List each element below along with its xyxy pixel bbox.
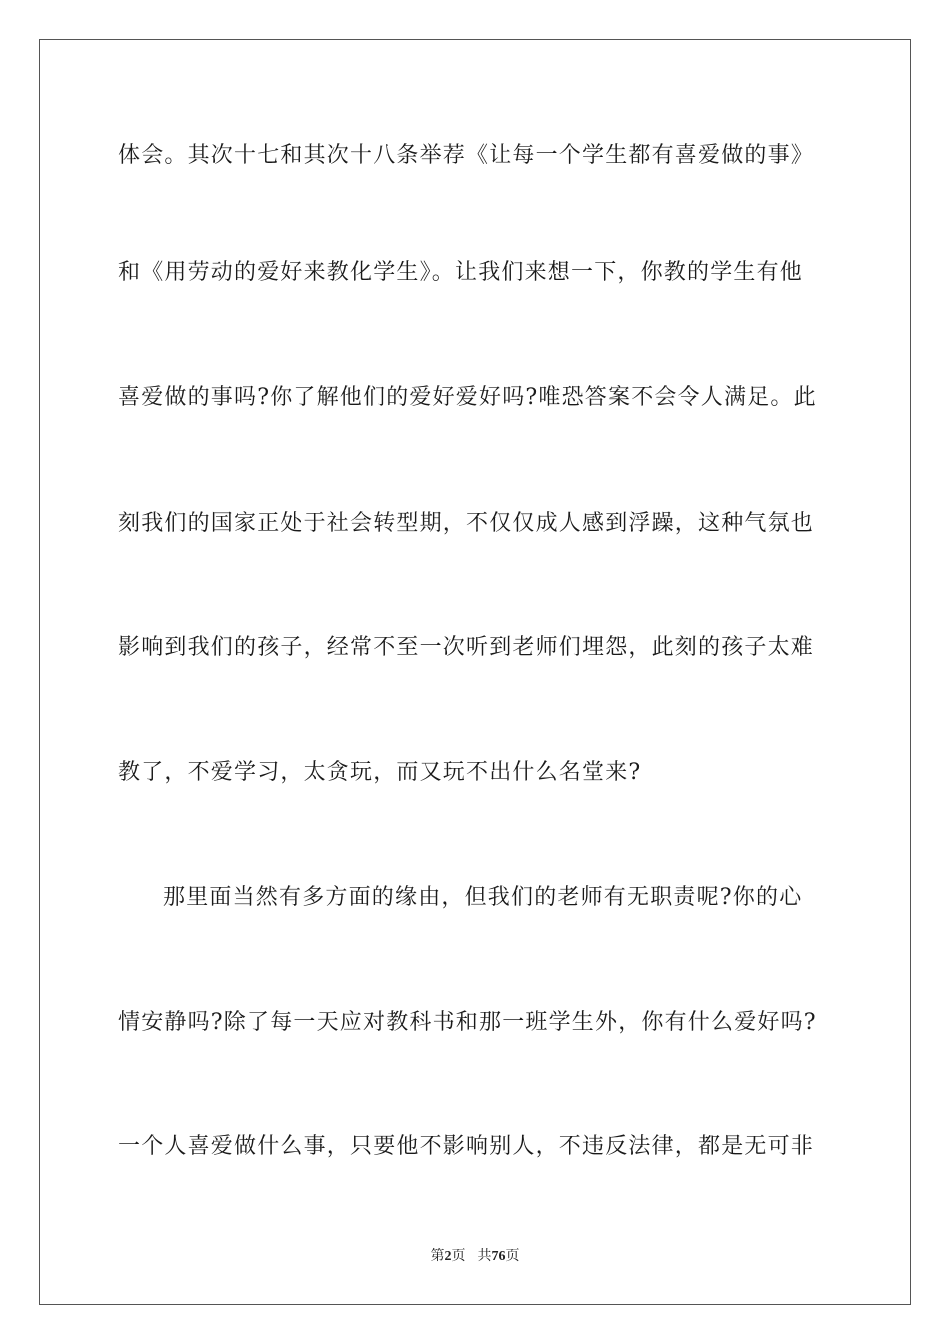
text-line-2: 和《用劳动的爱好来教化学生》。让我们来想一下，你教的学生有他 [118,260,804,285]
text-line-7-paragraph-start: 那里面当然有多方面的缘由，但我们的老师有无职责呢?你的心 [163,885,803,910]
text-line-9: 一个人喜爱做什么事，只要他不影响别人，不违反法律，都是无可非 [118,1134,815,1159]
page-footer [0,1246,950,1267]
text-line-5: 影响到我们的孩子，经常不至一次听到老师们埋怨，此刻的孩子太难 [118,635,815,660]
text-line-1: 体会。其次十七和其次十八条举荐《让每一个学生都有喜爱做的事》 [118,143,815,168]
text-line-4: 刻我们的国家正处于社会转型期，不仅仅成人感到浮躁，这种气氛也 [118,511,815,536]
page-border [39,39,911,1305]
total-prefix: 共 [477,1248,492,1264]
total-suffix: 页 [505,1248,520,1264]
page-suffix: 页 [451,1248,466,1264]
text-line-6: 教了，不爱学习，太贪玩，而又玩不出什么名堂来? [118,760,642,785]
total-pages: 76 [491,1249,506,1264]
text-line-8: 情安静吗?除了每一天应对教科书和那一班学生外，你有什么爱好吗? [118,1010,817,1035]
page-number: 2 [444,1249,452,1264]
page-prefix: 第 [430,1248,445,1264]
text-line-3: 喜爱做的事吗?你了解他们的爱好爱好吗?唯恐答案不会令人满足。此 [118,385,817,410]
